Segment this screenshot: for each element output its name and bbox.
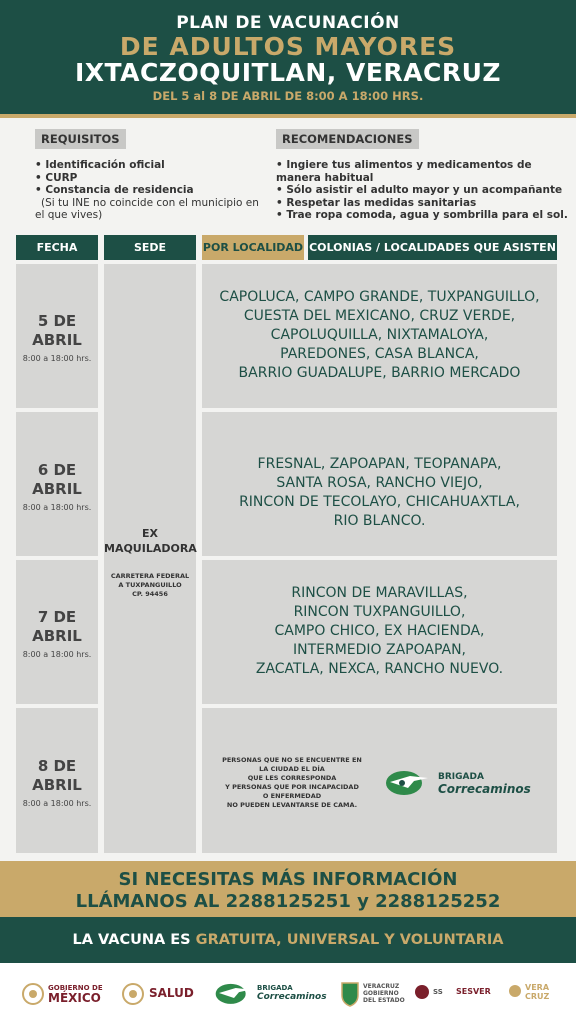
mexico-label: MÉXICO <box>48 991 101 1005</box>
vacuna-banner <box>0 917 576 963</box>
header-fecha: FECHA <box>16 235 98 260</box>
localidades-5-abril: CAPOLUCA, CAMPO GRANDE, TUXPANGUILLO, CUESTA DEL MEXICANO, CRUZ VERDE, CAPOLUQUILLA, NIXTAMALOYA, PAREDONES, CASA BLANCA, BARRIO GUADALUPE, BARRIO MERCADO <box>219 289 540 381</box>
domicilio-note: PERSONAS QUE NO SE ENCUENTRE EN LA CIUDAD EL DÍA QUE LES CORRESPONDA Y PERSONAS QUE POR INCAPACIDAD O ENFERMEDAD NO PUEDEN LEVANTARSE DE CAMA. <box>222 756 362 809</box>
brigada-footer-logo <box>214 981 254 1005</box>
ss-label: SS <box>433 988 443 996</box>
brigada-footer-title: BRIGADA <box>257 984 293 992</box>
date-6-abril: 6 DE ABRIL 8:00 a 18:00 hrs. <box>22 461 92 512</box>
localidades-6-abril: FRESNAL, ZAPOAPAN, TEOPANAPA, SANTA ROSA, RANCHO VIEJO, RINCON DE TECOLAYO, CHICAHUAXTLA, RIO BLANCO. <box>239 456 520 529</box>
info-banner <box>0 861 576 917</box>
header-colonias: COLONIAS / LOCALIDADES QUE ASISTEN <box>308 235 557 260</box>
vacuna-prefix: LA VACUNA ES <box>72 932 196 948</box>
date-8-abril: 8 DE ABRIL 8:00 a 18:00 hrs. <box>22 757 92 808</box>
footer-logos <box>0 963 576 1024</box>
date-7-abril: 7 DE ABRIL 8:00 a 18:00 hrs. <box>22 608 92 659</box>
gobierno-mexico-seal-icon <box>22 983 44 1005</box>
requisito-item: • Constancia de residencia <box>35 184 194 196</box>
salud-label: SALUD <box>149 986 194 1000</box>
sede-address: CARRETERA FEDERAL A TUXPANGUILLO CP. 94456 <box>110 572 190 598</box>
header-sede: SEDE <box>104 235 196 260</box>
recomendaciones-title: RECOMENDACIONES <box>276 129 419 149</box>
sede-name: EX MAQUILADORA <box>104 527 197 555</box>
header-title: PLAN DE VACUNACIÓN <box>176 13 400 33</box>
header-subtitle: DE ADULTOS MAYORES <box>119 32 457 61</box>
veracruz-shield-icon <box>340 981 360 1007</box>
info-phones: LLÁMANOS AL 2288125251 y 2288125252 <box>75 891 501 912</box>
localidades-7-abril: RINCON DE MARAVILLAS, RINCON TUXPANGUILLO, CAMPO CHICO, EX HACIENDA, INTERMEDIO ZAPOAPAN, ZACATLA, NEXCA, RANCHO NUEVO. <box>255 585 504 677</box>
brigada-footer-sub: Correcaminos <box>257 992 327 1002</box>
requisitos-title: REQUISITOS <box>35 129 126 149</box>
sesver-label: SESVER <box>456 987 491 996</box>
header-location: IXTACZOQUITLAN, VERACRUZ <box>74 58 502 87</box>
brigada-title: BRIGADA <box>438 772 484 782</box>
veracruz-sun-icon <box>508 984 522 998</box>
requisito-item: • Identificación oficial <box>35 159 165 171</box>
info-line-1: SI NECESITAS MÁS INFORMACIÓN <box>118 869 458 890</box>
gobierno-de-label: GOBIERNO DE <box>48 984 103 992</box>
sede-cell <box>104 264 196 853</box>
veracruz-gob-label: VERACRUZ GOBIERNO DEL ESTADO <box>363 983 405 1004</box>
requisito-note: el que vives) <box>35 209 103 221</box>
recomendacion-item: • Trae ropa comoda, agua y sombrilla para el sol. <box>276 209 568 221</box>
recomendacion-item: • Ingiere tus alimentos y medicamentos de <box>276 159 532 171</box>
recomendaciones-list <box>276 159 568 222</box>
gold-divider <box>0 114 576 118</box>
brigada-subtitle: Correcaminos <box>438 782 531 796</box>
requisito-item: • CURP <box>35 171 78 184</box>
veracruz-logo-label: VERA CRUZ <box>525 983 550 1001</box>
header-banner <box>0 0 576 114</box>
date-5-abril: 5 DE ABRIL 8:00 a 18:00 hrs. <box>22 312 92 363</box>
salud-seal-icon <box>122 983 144 1005</box>
header-dates: DEL 5 al 8 DE ABRIL DE 8:00 A 18:00 HRS. <box>152 89 424 103</box>
ss-seal-icon <box>414 984 430 1000</box>
vacuna-highlight: GRATUITA, UNIVERSAL Y VOLUNTARIA <box>195 932 504 948</box>
recomendacion-item: • Respetar las medidas sanitarias <box>276 196 477 209</box>
recomendacion-item: • Sólo asistir el adulto mayor y un acompañante <box>276 184 563 196</box>
header-por-localidad: POR LOCALIDAD <box>202 235 304 260</box>
requisito-note: (Si tu INE no coincide con el municipio en <box>41 196 259 209</box>
recomendacion-item: manera habitual <box>276 171 374 184</box>
brigada-correcaminos-logo <box>384 768 432 796</box>
requisitos-list <box>35 159 259 222</box>
